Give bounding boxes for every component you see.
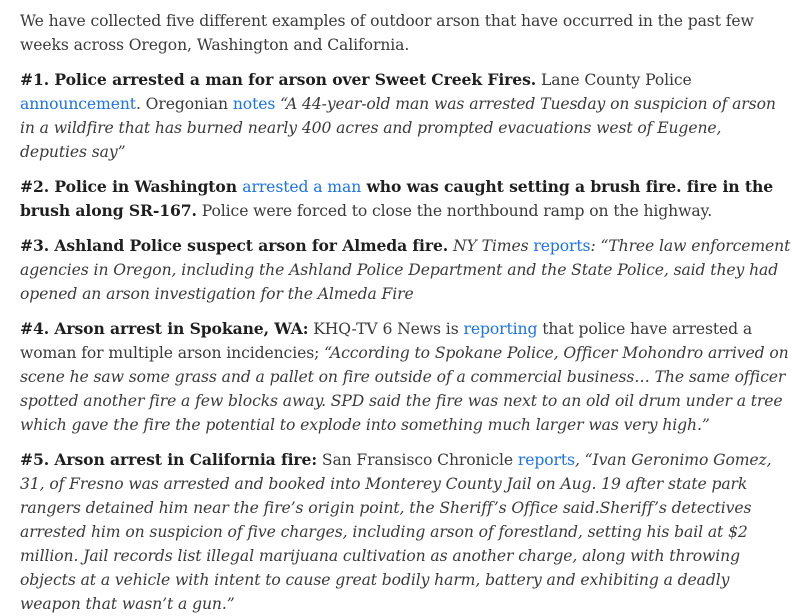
example-1-heading: #1. Police arrested a man for arson over Sweet Creek Fires. bbox=[20, 70, 537, 89]
example-1-paragraph bbox=[20, 68, 791, 164]
example-3-quote: : “Three law enforcement agencies in Oregon, including the Ashland Police Department and the State Police, said they had opened an arson investigation for the Almeda Fire bbox=[20, 237, 791, 303]
example-2-text: Police were forced to close the northbound ramp on the highway. bbox=[196, 202, 713, 220]
arrested-a-man-link[interactable]: arrested a man bbox=[242, 178, 362, 196]
intro-paragraph bbox=[20, 9, 791, 57]
reports-link-nytimes[interactable]: reports bbox=[533, 237, 591, 255]
intro-text: We have collected five different examples of outdoor arson that have occurred in the past few weeks across Oregon, Washington and California. bbox=[20, 12, 754, 54]
example-4-quote: “According to Spokane Police, Officer Mohondro arrived on scene he saw some grass and a pallet on fire outside of a commercial business… The same officer spotted another fire a few blocks away. SPD said the fire was next to an old oil drum under a tree which gave the fire the potential to explode into something much larger was very high.” bbox=[20, 344, 789, 434]
example-3-heading: #3. Ashland Police suspect arson for Almeda fire. bbox=[20, 236, 449, 255]
example-2-heading-start: #2. Police in Washington bbox=[20, 177, 243, 196]
reports-link-chronicle[interactable]: reports bbox=[517, 451, 575, 469]
example-2-heading-end: who was caught setting a brush fire. fire in the brush along SR-167. bbox=[20, 177, 774, 220]
example-1-source-2: . Oregonian bbox=[135, 95, 233, 113]
example-2-paragraph bbox=[20, 175, 791, 223]
announcement-link[interactable]: announcement bbox=[20, 95, 136, 113]
example-1-source: Lane County Police bbox=[536, 71, 692, 89]
example-5-quote: , “Ivan Geronimo Gomez, 31, of Fresno was arrested and booked into Monterey County Jail on Aug. 19 after state park rangers detained him near the fire’s origin point, the Sheriff’s Office said.Sheriff’s detectives arrested him on suspicion of five charges, including arson of forestland, setting his bail at $2 million. Jail records list illegal marijuana cultivation as another charge, along with throwing objects at a vehicle with intent to cause great bodily harm, battery and exhibiting a deadly weapon that wasn’t a gun.” bbox=[20, 451, 772, 613]
example-4-source: KHQ-TV 6 News is bbox=[308, 320, 464, 338]
example-3-source: NY Times bbox=[448, 237, 534, 255]
reporting-link[interactable]: reporting bbox=[463, 320, 538, 338]
example-4-paragraph bbox=[20, 317, 791, 437]
example-5-heading: #5. Arson arrest in California fire: bbox=[20, 450, 317, 469]
example-3-paragraph bbox=[20, 234, 791, 306]
notes-link[interactable]: notes bbox=[232, 95, 276, 113]
example-5-paragraph bbox=[20, 448, 791, 616]
example-1-quote: “A 44-year-old man was arrested Tuesday on suspicion of arson in a wildfire that has burned nearly 400 acres and prompted evacuations west of Eugene, deputies say” bbox=[20, 95, 776, 161]
example-4-text: that police have arrested a woman for multiple arson incidencies; bbox=[20, 320, 753, 362]
example-4-heading: #4. Arson arrest in Spokane, WA: bbox=[20, 319, 309, 338]
example-5-source: San Fransisco Chronicle bbox=[317, 451, 518, 469]
